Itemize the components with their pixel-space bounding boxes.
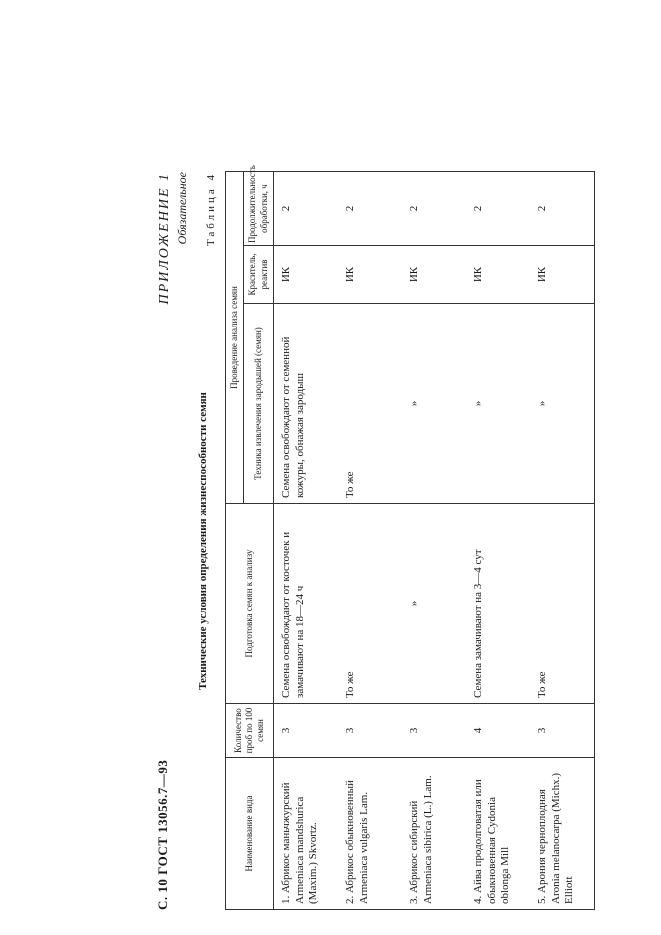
extraction-technique: » xyxy=(466,304,530,504)
dye-reagent: ИК xyxy=(466,246,530,304)
table-number: Таблица 4 xyxy=(205,172,217,247)
extraction-technique: Семена освобождают от семенной кожуры, обнажая зародыш xyxy=(273,304,338,504)
table-row xyxy=(466,171,530,909)
dye-reagent: ИК xyxy=(338,246,402,304)
column-header-count: Количество проб по 100 семян xyxy=(226,704,274,758)
dye-reagent: ИК xyxy=(402,246,466,304)
rotated-document-page xyxy=(153,165,576,910)
treatment-duration: 2 xyxy=(530,171,595,245)
treatment-duration: 2 xyxy=(338,171,402,245)
species-name: 2. Абрикос обыкновенный Armeniaca vulgaris Lam. xyxy=(338,758,402,910)
table-row xyxy=(273,171,338,909)
sample-count: 3 xyxy=(273,704,338,758)
treatment-duration: 2 xyxy=(402,171,466,245)
species-name: 3. Абрикос сибирский Armeniaca sibirica (L.) Lam. xyxy=(402,758,466,910)
column-header-prep: Подготовка семян к анализу xyxy=(226,504,274,704)
column-header-group: Проведение анализа семян xyxy=(226,171,244,503)
appendix-heading: ПРИЛОЖЕНИЕ 1 xyxy=(157,172,172,305)
species-name: 5. Арония черноплодная Aronia melanocarpa (Michx.) Elliott xyxy=(530,758,595,910)
seed-preparation: То же xyxy=(530,504,595,704)
seed-preparation: То же xyxy=(338,504,402,704)
sample-count: 3 xyxy=(338,704,402,758)
table-row xyxy=(338,171,402,909)
extraction-technique: » xyxy=(402,304,466,504)
table-title: Технические условия определения жизнеспособности семян xyxy=(197,392,209,690)
dye-reagent: ИК xyxy=(273,246,338,304)
species-name: 1. Абрикос маньчжурский Armeniaca mandshurica (Maxim.) Skvortz. xyxy=(273,758,338,910)
viability-conditions-table xyxy=(225,165,595,910)
page-header: С. 10 ГОСТ 13056.7—93 xyxy=(155,759,170,910)
table-row xyxy=(402,171,466,909)
table-row xyxy=(530,171,595,909)
extraction-technique: То же xyxy=(338,304,402,504)
seed-preparation: Семена освобождают от косточек и замачивают на 18—24 ч xyxy=(273,504,338,704)
column-header-duration: Продолжительность обработки, ч xyxy=(244,171,274,245)
extraction-technique: » xyxy=(530,304,595,504)
seed-preparation: » xyxy=(402,504,466,704)
sample-count: 3 xyxy=(530,704,595,758)
sample-count: 3 xyxy=(402,704,466,758)
treatment-duration: 2 xyxy=(273,171,338,245)
dye-reagent: ИК xyxy=(530,246,595,304)
appendix-type: Обязательное xyxy=(175,172,189,245)
table-header-row xyxy=(226,171,244,909)
treatment-duration: 2 xyxy=(466,171,530,245)
sample-count: 4 xyxy=(466,704,530,758)
seed-preparation: Семена замачивают на 3—4 сут xyxy=(466,504,530,704)
column-header-dye: Краситель, реактив xyxy=(244,246,274,304)
column-header-name: Наименование вида xyxy=(226,758,274,910)
column-header-technique: Техника извлечения зародышей (семян) xyxy=(244,304,274,504)
species-name: 4. Айва продолговатая или обыкновенная Cydonia oblonga Mill xyxy=(466,758,530,910)
